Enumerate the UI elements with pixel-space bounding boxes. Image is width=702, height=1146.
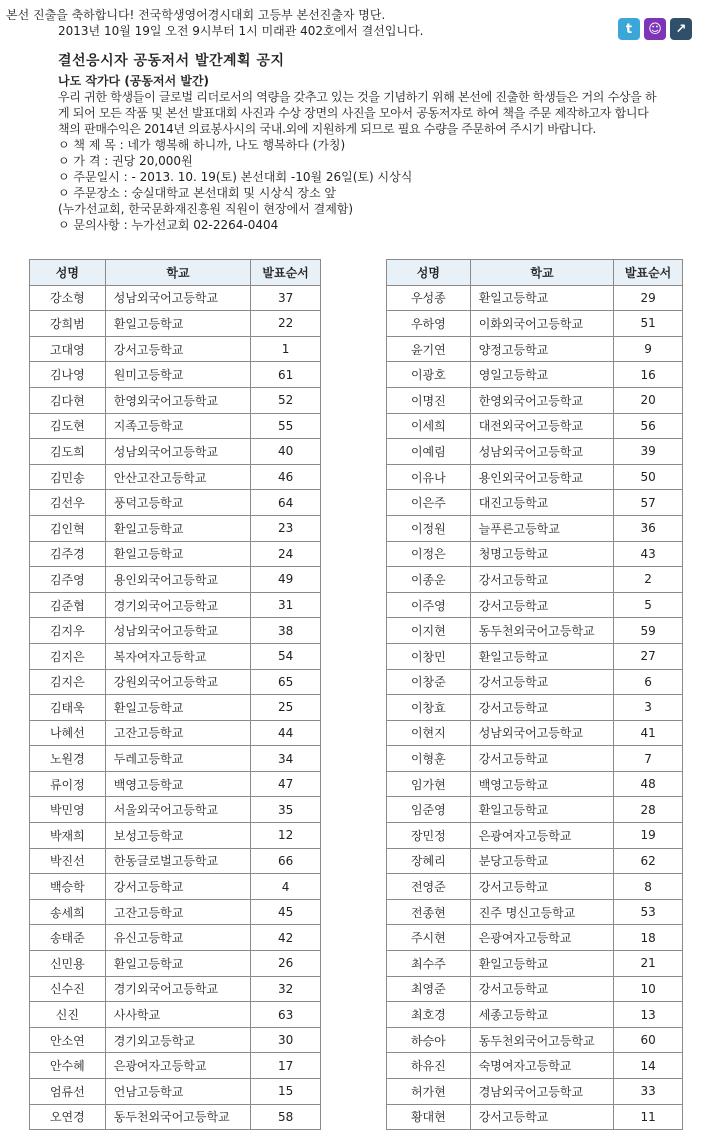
table-row [30, 899, 321, 925]
cell-school: 두레고등학교 [105, 746, 250, 772]
cell-school: 서울외국어고등학교 [105, 797, 250, 823]
notice-title: 결선응시자 공동저서 발간계획 공지 [58, 53, 285, 69]
yozm-icon[interactable]: ☺ [644, 18, 666, 40]
cell-name: 안소연 [30, 1027, 106, 1053]
cell-school: 강서고등학교 [470, 592, 614, 618]
cell-name: 전종현 [387, 899, 471, 925]
table-row [387, 1002, 683, 1028]
cell-name: 김주영 [30, 567, 106, 593]
cell-name: 허가현 [387, 1079, 471, 1105]
column-header-order: 발표순서 [251, 260, 321, 286]
cell-name: 김준협 [30, 592, 106, 618]
cell-school: 백영고등학교 [105, 771, 250, 797]
table-row [30, 797, 321, 823]
cell-name: 최영준 [387, 976, 471, 1002]
table-row [387, 746, 683, 772]
cell-name: 김도희 [30, 439, 106, 465]
cell-name: 이창민 [387, 643, 471, 669]
cell-order: 38 [251, 618, 321, 644]
cell-order: 7 [614, 746, 683, 772]
cell-order: 48 [614, 771, 683, 797]
cell-name: 안수혜 [30, 1053, 106, 1079]
cell-order: 56 [614, 413, 683, 439]
cell-name: 고대영 [30, 336, 106, 362]
cell-order: 28 [614, 797, 683, 823]
table-row [30, 285, 321, 311]
cell-school: 한영외국어고등학교 [470, 387, 614, 413]
cell-name: 김선우 [30, 490, 106, 516]
cell-name: 박민영 [30, 797, 106, 823]
cell-school: 강서고등학교 [470, 976, 614, 1002]
table-row [387, 311, 683, 337]
notice-item-order-place: ㅇ 주문장소 : 숭실대학교 본선대회 및 시상식 장소 앞 [58, 186, 336, 200]
cell-name: 김지우 [30, 618, 106, 644]
cell-order: 36 [614, 515, 683, 541]
cell-school: 강서고등학교 [470, 874, 614, 900]
table-row [387, 720, 683, 746]
cell-order: 26 [251, 951, 321, 977]
announcement-line-1: 본선 진출을 축하합니다! 전국학생영어경시대회 고등부 본선진출자 명단. [6, 8, 386, 22]
cell-order: 33 [614, 1079, 683, 1105]
cell-order: 11 [614, 1104, 683, 1130]
cell-school: 고잔고등학교 [105, 899, 250, 925]
cell-name: 이은주 [387, 490, 471, 516]
cell-name: 윤기연 [387, 336, 471, 362]
cell-school: 양정고등학교 [470, 336, 614, 362]
cell-order: 9 [614, 336, 683, 362]
cell-name: 하승아 [387, 1027, 471, 1053]
cell-school: 환일고등학교 [105, 515, 250, 541]
cell-order: 6 [614, 669, 683, 695]
announcement-line-2: 2013년 10월 19일 오전 9시부터 1시 미래관 402호에서 결선입니다. [58, 24, 424, 38]
cell-school: 사사학교 [105, 1002, 250, 1028]
cell-order: 64 [251, 490, 321, 516]
table-row [387, 618, 683, 644]
cell-school: 용인외국어고등학교 [105, 567, 250, 593]
cell-school: 안산고잔고등학교 [105, 464, 250, 490]
cell-school: 유신고등학교 [105, 925, 250, 951]
table-row [387, 797, 683, 823]
cell-order: 13 [614, 1002, 683, 1028]
cell-school: 늘푸른고등학교 [470, 515, 614, 541]
cell-school: 성남외국어고등학교 [470, 720, 614, 746]
table-row [30, 490, 321, 516]
cell-school: 환일고등학교 [105, 541, 250, 567]
cell-school: 강원외국어고등학교 [105, 669, 250, 695]
cell-name: 장혜리 [387, 848, 471, 874]
cell-name: 이정은 [387, 541, 471, 567]
cell-school: 성남외국어고등학교 [105, 439, 250, 465]
cell-name: 강희범 [30, 311, 106, 337]
cell-school: 대진고등학교 [470, 490, 614, 516]
cell-school: 지족고등학교 [105, 413, 250, 439]
cell-name: 전영준 [387, 874, 471, 900]
cell-school: 경남외국어고등학교 [470, 1079, 614, 1105]
cell-order: 10 [614, 976, 683, 1002]
cell-order: 40 [251, 439, 321, 465]
table-row [387, 592, 683, 618]
cell-order: 34 [251, 746, 321, 772]
cell-order: 53 [614, 899, 683, 925]
table-row [30, 848, 321, 874]
cell-school: 환일고등학교 [470, 285, 614, 311]
table-body [30, 285, 321, 1130]
cell-name: 김인혁 [30, 515, 106, 541]
cell-school: 한영외국어고등학교 [105, 387, 250, 413]
cell-order: 57 [614, 490, 683, 516]
cell-name: 우하영 [387, 311, 471, 337]
cell-school: 은광여자고등학교 [470, 925, 614, 951]
cell-order: 4 [251, 874, 321, 900]
column-header-school: 학교 [470, 260, 614, 286]
cell-order: 59 [614, 618, 683, 644]
cell-order: 55 [251, 413, 321, 439]
notice-item-order-date: ㅇ 주문일시 : - 2013. 10. 19(토) 본선대회 -10월 26일(토) 시상식 [58, 170, 413, 184]
cell-order: 43 [614, 541, 683, 567]
cell-order: 60 [614, 1027, 683, 1053]
notice-item-price: ㅇ 가 격 : 권당 20,000원 [58, 154, 193, 168]
cell-school: 강서고등학교 [105, 336, 250, 362]
table-row [387, 362, 683, 388]
cell-name: 류이정 [30, 771, 106, 797]
table-row [30, 464, 321, 490]
cell-order: 12 [251, 823, 321, 849]
table-header-row [387, 260, 683, 286]
cell-order: 58 [251, 1104, 321, 1130]
table-row [387, 336, 683, 362]
cell-name: 오연경 [30, 1104, 106, 1130]
table-row [30, 336, 321, 362]
table-row [387, 413, 683, 439]
cell-order: 24 [251, 541, 321, 567]
cell-name: 김민송 [30, 464, 106, 490]
cell-name: 이창준 [387, 669, 471, 695]
cell-name: 이지현 [387, 618, 471, 644]
cell-order: 17 [251, 1053, 321, 1079]
table-row [387, 541, 683, 567]
notice-item-payment: (누가선교회, 한국문화재진흥원 직원이 현장에서 결제함) [58, 202, 354, 216]
notice-item-contact: ㅇ 문의사항 : 누가선교회 02-2264-0404 [58, 218, 279, 232]
notice-body-line: 게 되어 모든 작품 및 본선 발표대회 사진과 수상 장면의 사진을 모아서 공동저자로 하여 책을 주문 제작하고자 합니다 [58, 106, 649, 120]
cell-name: 하유진 [387, 1053, 471, 1079]
table-row [387, 464, 683, 490]
cell-school: 동두천외국어고등학교 [470, 618, 614, 644]
table-row [387, 1079, 683, 1105]
cell-school: 동두천외국어고등학교 [470, 1027, 614, 1053]
cell-name: 이세희 [387, 413, 471, 439]
table-row [30, 1104, 321, 1130]
cell-school: 경기외국어고등학교 [105, 592, 250, 618]
table-row [30, 515, 321, 541]
cell-name: 황대현 [387, 1104, 471, 1130]
table-row [30, 951, 321, 977]
cell-name: 이정원 [387, 515, 471, 541]
table-row [30, 541, 321, 567]
cell-school: 강서고등학교 [470, 567, 614, 593]
cell-name: 이광호 [387, 362, 471, 388]
table-row [30, 643, 321, 669]
cell-order: 20 [614, 387, 683, 413]
cell-school: 환일고등학교 [105, 951, 250, 977]
cell-name: 송태준 [30, 925, 106, 951]
cell-order: 62 [614, 848, 683, 874]
table-row [30, 1002, 321, 1028]
cell-name: 나혜선 [30, 720, 106, 746]
cell-name: 김다현 [30, 387, 106, 413]
cell-school: 성남외국어고등학교 [105, 618, 250, 644]
cell-name: 김나영 [30, 362, 106, 388]
cell-school: 환일고등학교 [105, 311, 250, 337]
table-row [387, 515, 683, 541]
cell-order: 3 [614, 695, 683, 721]
cell-order: 8 [614, 874, 683, 900]
table-row [30, 874, 321, 900]
table-row [30, 771, 321, 797]
cell-order: 35 [251, 797, 321, 823]
notice-item-title: ㅇ 책 제 목 : 네가 행복해 하니까, 나도 행복하다 (가칭) [58, 138, 346, 152]
column-header-name: 성명 [30, 260, 106, 286]
cell-name: 임준영 [387, 797, 471, 823]
table-row [30, 618, 321, 644]
cell-order: 45 [251, 899, 321, 925]
cell-name: 이종운 [387, 567, 471, 593]
cell-name: 주시현 [387, 925, 471, 951]
cell-order: 44 [251, 720, 321, 746]
cell-order: 51 [614, 311, 683, 337]
cell-order: 54 [251, 643, 321, 669]
cell-name: 최호경 [387, 1002, 471, 1028]
table-row [30, 669, 321, 695]
social-share-bar [618, 18, 692, 40]
cell-order: 30 [251, 1027, 321, 1053]
cell-name: 박진선 [30, 848, 106, 874]
table-row [387, 439, 683, 465]
table-row [30, 720, 321, 746]
cell-order: 47 [251, 771, 321, 797]
table-row [30, 592, 321, 618]
cell-school: 강서고등학교 [470, 669, 614, 695]
cell-school: 풍덕고등학교 [105, 490, 250, 516]
table-row [30, 387, 321, 413]
table-row [30, 1053, 321, 1079]
cell-name: 노원경 [30, 746, 106, 772]
cell-name: 이현지 [387, 720, 471, 746]
table-row [30, 1079, 321, 1105]
cell-name: 박재희 [30, 823, 106, 849]
cell-school: 백영고등학교 [470, 771, 614, 797]
finalist-table-left [29, 259, 321, 1130]
table-body [387, 285, 683, 1130]
cell-order: 29 [614, 285, 683, 311]
cell-order: 61 [251, 362, 321, 388]
cell-name: 장민정 [387, 823, 471, 849]
cell-name: 송세희 [30, 899, 106, 925]
cell-school: 환일고등학교 [105, 695, 250, 721]
cell-order: 65 [251, 669, 321, 695]
table-row [30, 439, 321, 465]
cell-school: 동두천외국어고등학교 [105, 1104, 250, 1130]
cell-name: 강소형 [30, 285, 106, 311]
cell-order: 5 [614, 592, 683, 618]
cell-school: 강서고등학교 [470, 695, 614, 721]
cell-order: 2 [614, 567, 683, 593]
table-header-row [30, 260, 321, 286]
table-row [30, 823, 321, 849]
cell-order: 31 [251, 592, 321, 618]
table-row [387, 925, 683, 951]
cell-order: 15 [251, 1079, 321, 1105]
table-row [30, 925, 321, 951]
cell-school: 청명고등학교 [470, 541, 614, 567]
table-row [387, 643, 683, 669]
cell-school: 숙명여자고등학교 [470, 1053, 614, 1079]
table-row [30, 1027, 321, 1053]
cell-order: 37 [251, 285, 321, 311]
cell-name: 김지은 [30, 643, 106, 669]
cell-order: 19 [614, 823, 683, 849]
cell-name: 우성종 [387, 285, 471, 311]
book-notice [58, 50, 696, 233]
notice-body-line: 우리 귀한 학생들이 글로벌 리더로서의 역량을 갖추고 있는 것을 기념하기 위해 본선에 진출한 학생들은 거의 수상을 하 [58, 90, 657, 104]
cell-name: 이창효 [387, 695, 471, 721]
cell-school: 이화외국어고등학교 [470, 311, 614, 337]
share-icon[interactable]: ↗ [670, 18, 692, 40]
table-row [387, 848, 683, 874]
cell-name: 신수진 [30, 976, 106, 1002]
cell-name: 김도현 [30, 413, 106, 439]
cell-school: 강서고등학교 [470, 1104, 614, 1130]
table-row [387, 1104, 683, 1130]
cell-school: 강서고등학교 [470, 746, 614, 772]
cell-name: 이형훈 [387, 746, 471, 772]
cell-school: 영일고등학교 [470, 362, 614, 388]
cell-school: 진주 명신고등학교 [470, 899, 614, 925]
cell-order: 41 [614, 720, 683, 746]
table-row [30, 746, 321, 772]
table-row [30, 362, 321, 388]
table-row [387, 387, 683, 413]
cell-order: 50 [614, 464, 683, 490]
cell-school: 원미고등학교 [105, 362, 250, 388]
cell-name: 이유나 [387, 464, 471, 490]
cell-school: 환일고등학교 [470, 797, 614, 823]
cell-school: 환일고등학교 [470, 951, 614, 977]
cell-school: 한동글로벌고등학교 [105, 848, 250, 874]
cell-school: 강서고등학교 [105, 874, 250, 900]
cell-school: 언남고등학교 [105, 1079, 250, 1105]
cell-school: 보성고등학교 [105, 823, 250, 849]
cell-order: 66 [251, 848, 321, 874]
cell-school: 성남외국어고등학교 [105, 285, 250, 311]
cell-name: 백승학 [30, 874, 106, 900]
table-row [387, 976, 683, 1002]
cell-order: 52 [251, 387, 321, 413]
cell-school: 분당고등학교 [470, 848, 614, 874]
cell-name: 엄류선 [30, 1079, 106, 1105]
table-row [30, 567, 321, 593]
table-row [387, 874, 683, 900]
cell-order: 39 [614, 439, 683, 465]
cell-order: 46 [251, 464, 321, 490]
notice-body [58, 89, 696, 137]
table-row [30, 413, 321, 439]
cell-name: 김태욱 [30, 695, 106, 721]
cell-order: 42 [251, 925, 321, 951]
cell-order: 1 [251, 336, 321, 362]
cell-school: 복자여자고등학교 [105, 643, 250, 669]
cell-order: 16 [614, 362, 683, 388]
cell-school: 성남외국어고등학교 [470, 439, 614, 465]
table-row [387, 490, 683, 516]
table-row [387, 823, 683, 849]
cell-order: 14 [614, 1053, 683, 1079]
twitter-icon[interactable]: t [618, 18, 640, 40]
table-row [30, 976, 321, 1002]
cell-school: 고잔고등학교 [105, 720, 250, 746]
cell-school: 은광여자고등학교 [470, 823, 614, 849]
cell-order: 63 [251, 1002, 321, 1028]
cell-order: 22 [251, 311, 321, 337]
column-header-school: 학교 [105, 260, 250, 286]
table-row [387, 669, 683, 695]
column-header-order: 발표순서 [614, 260, 683, 286]
table-row [387, 1027, 683, 1053]
table-row [387, 951, 683, 977]
cell-order: 21 [614, 951, 683, 977]
cell-school: 은광여자고등학교 [105, 1053, 250, 1079]
table-row [387, 695, 683, 721]
cell-name: 임가현 [387, 771, 471, 797]
cell-order: 23 [251, 515, 321, 541]
table-row [387, 899, 683, 925]
cell-school: 경기외고등학교 [105, 1027, 250, 1053]
cell-name: 이명진 [387, 387, 471, 413]
cell-school: 환일고등학교 [470, 643, 614, 669]
notice-subtitle: 나도 작가다 (공동저서 발간) [58, 74, 210, 88]
cell-order: 18 [614, 925, 683, 951]
table-row [30, 311, 321, 337]
cell-name: 이주영 [387, 592, 471, 618]
cell-name: 신민용 [30, 951, 106, 977]
cell-order: 25 [251, 695, 321, 721]
cell-name: 김지은 [30, 669, 106, 695]
cell-name: 김주경 [30, 541, 106, 567]
cell-name: 신진 [30, 1002, 106, 1028]
cell-school: 대전외국어고등학교 [470, 413, 614, 439]
notice-body-line: 책의 판매수익은 2014년 의료봉사시의 국내.외에 지원하게 되므로 필요 수량을 주문하여 주시기 바랍니다. [58, 122, 597, 136]
cell-order: 27 [614, 643, 683, 669]
cell-order: 49 [251, 567, 321, 593]
cell-name: 이예림 [387, 439, 471, 465]
cell-order: 32 [251, 976, 321, 1002]
cell-school: 경기외국어고등학교 [105, 976, 250, 1002]
table-row [30, 695, 321, 721]
column-header-name: 성명 [387, 260, 471, 286]
table-row [387, 1053, 683, 1079]
cell-school: 용인외국어고등학교 [470, 464, 614, 490]
table-row [387, 285, 683, 311]
finalist-table-right [386, 259, 683, 1130]
cell-name: 최수주 [387, 951, 471, 977]
table-row [387, 771, 683, 797]
cell-school: 세종고등학교 [470, 1002, 614, 1028]
table-row [387, 567, 683, 593]
